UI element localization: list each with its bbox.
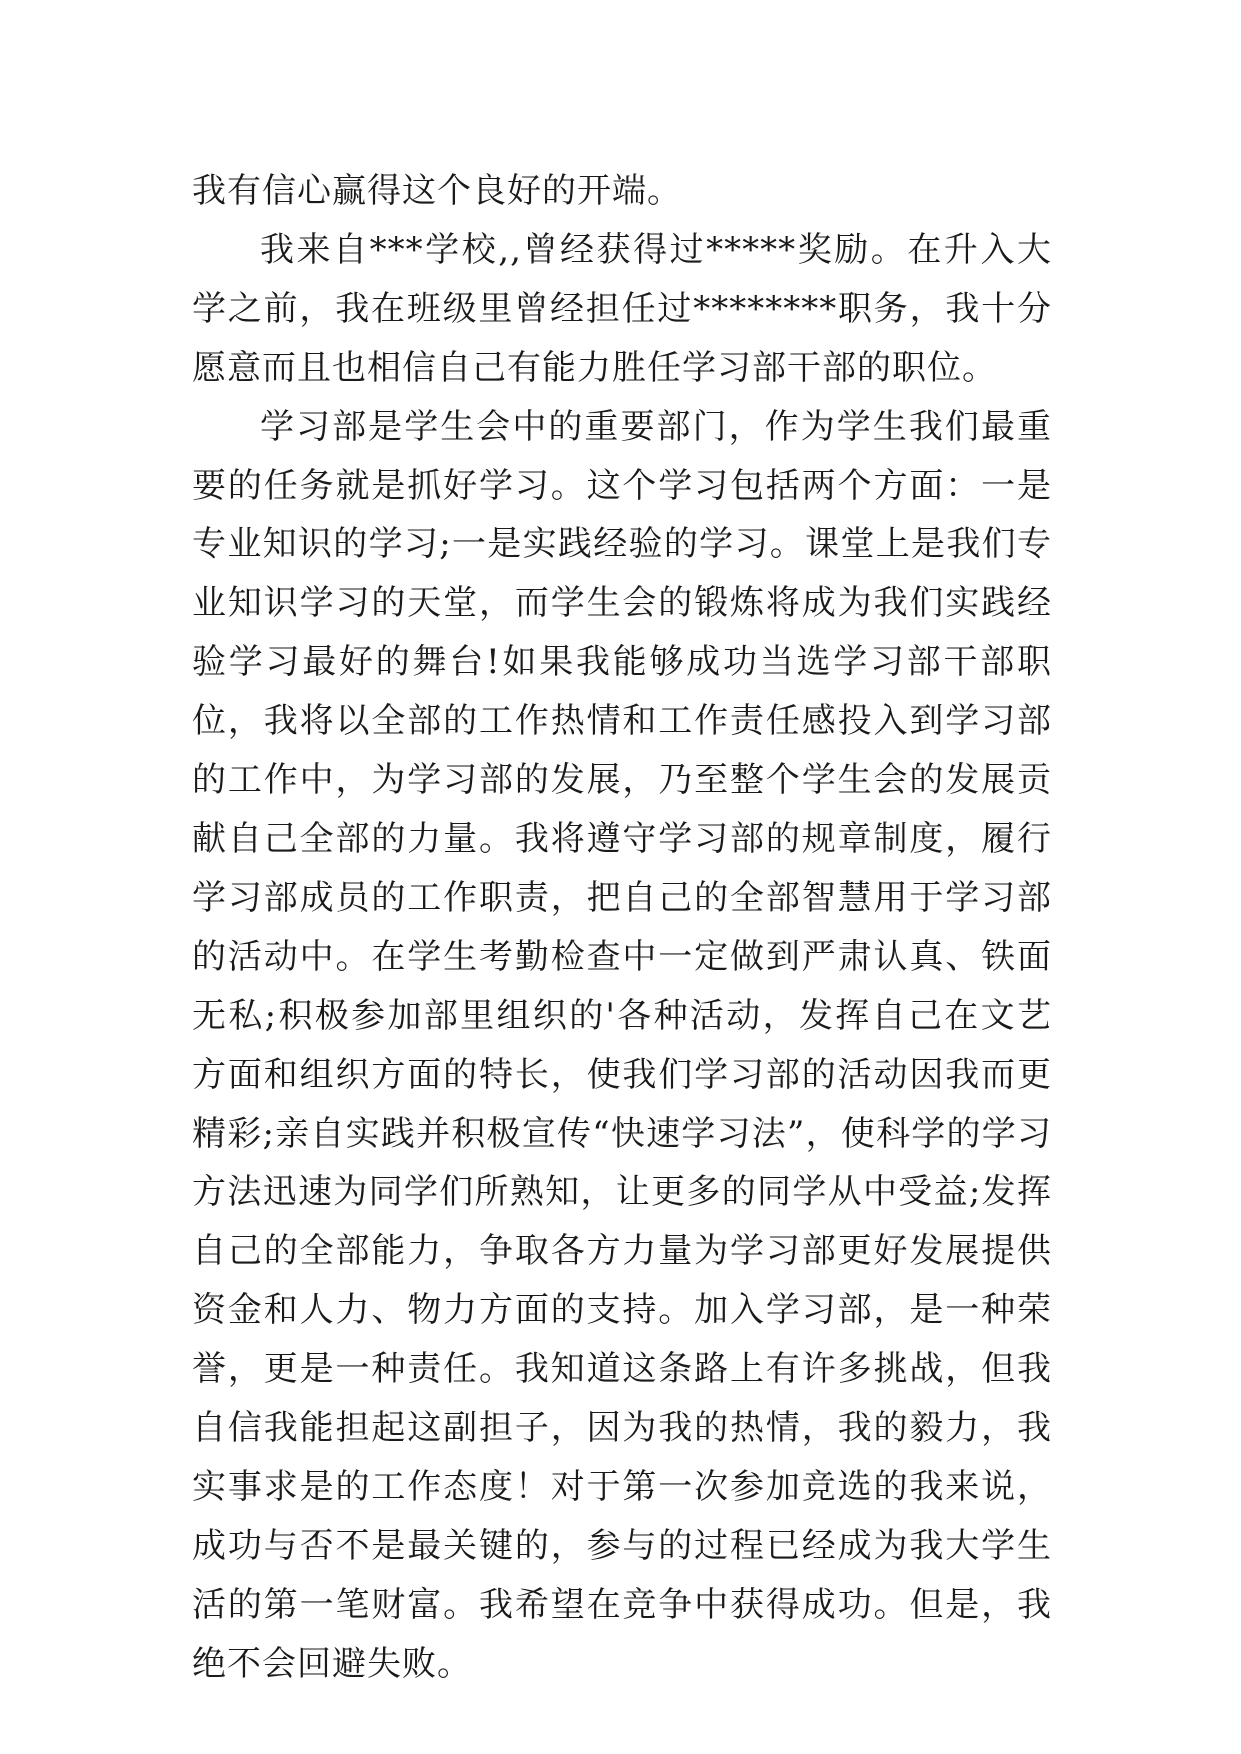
paragraph-self-introduction: 我来自***学校,,曾经获得过*****奖励。在升入大学之前，我在班级里曾经担任过********职务，我十分愿意而且也相信自己有能力胜任学习部干部的职位。 [192, 229, 1052, 388]
document-body [192, 162, 1052, 1694]
paragraph-continuation: 我有信心赢得这个良好的开端。 [192, 171, 682, 211]
paragraph-study-department: 学习部是学生会中的重要部门，作为学生我们最重要的任务就是抓好学习。这个学习包括两个方面：一是专业知识的学习;一是实践经验的学习。课堂上是我们专业知识学习的天堂，而学生会的锻炼将成为我们实践经验学习最好的舞台!如果我能够成功当选学习部干部职位，我将以全部的工作热情和工作责任感投入到学习部的工作中，为学习部的发展，乃至整个学生会的发展贡献自己全部的力量。我将遵守学习部的规章制度，履行学习部成员的工作职责，把自己的全部智慧用于学习部的活动中。在学生考勤检查中一定做到严肃认真、铁面无私;积极参加部里组织的'各种活动，发挥自己在文艺方面和组织方面的特长，使我们学习部的活动因我而更精彩;亲自实践并积极宣传“快速学习法”，使科学的学习方法迅速为同学们所熟知，让更多的同学从中受益;发挥自己的全部能力，争取各方力量为学习部更好发展提供资金和人力、物力方面的支持。加入学习部，是一种荣誉，更是一种责任。我知道这条路上有许多挑战，但我自信我能担起这副担子，因为我的热情，我的毅力，我实事求是的工作态度！对于第一次参加竞选的我来说，成功与否不是最关键的，参与的过程已经成为我大学生活的第一笔财富。我希望在竞争中获得成功。但是，我绝不会回避失败。 [192, 406, 1052, 1684]
